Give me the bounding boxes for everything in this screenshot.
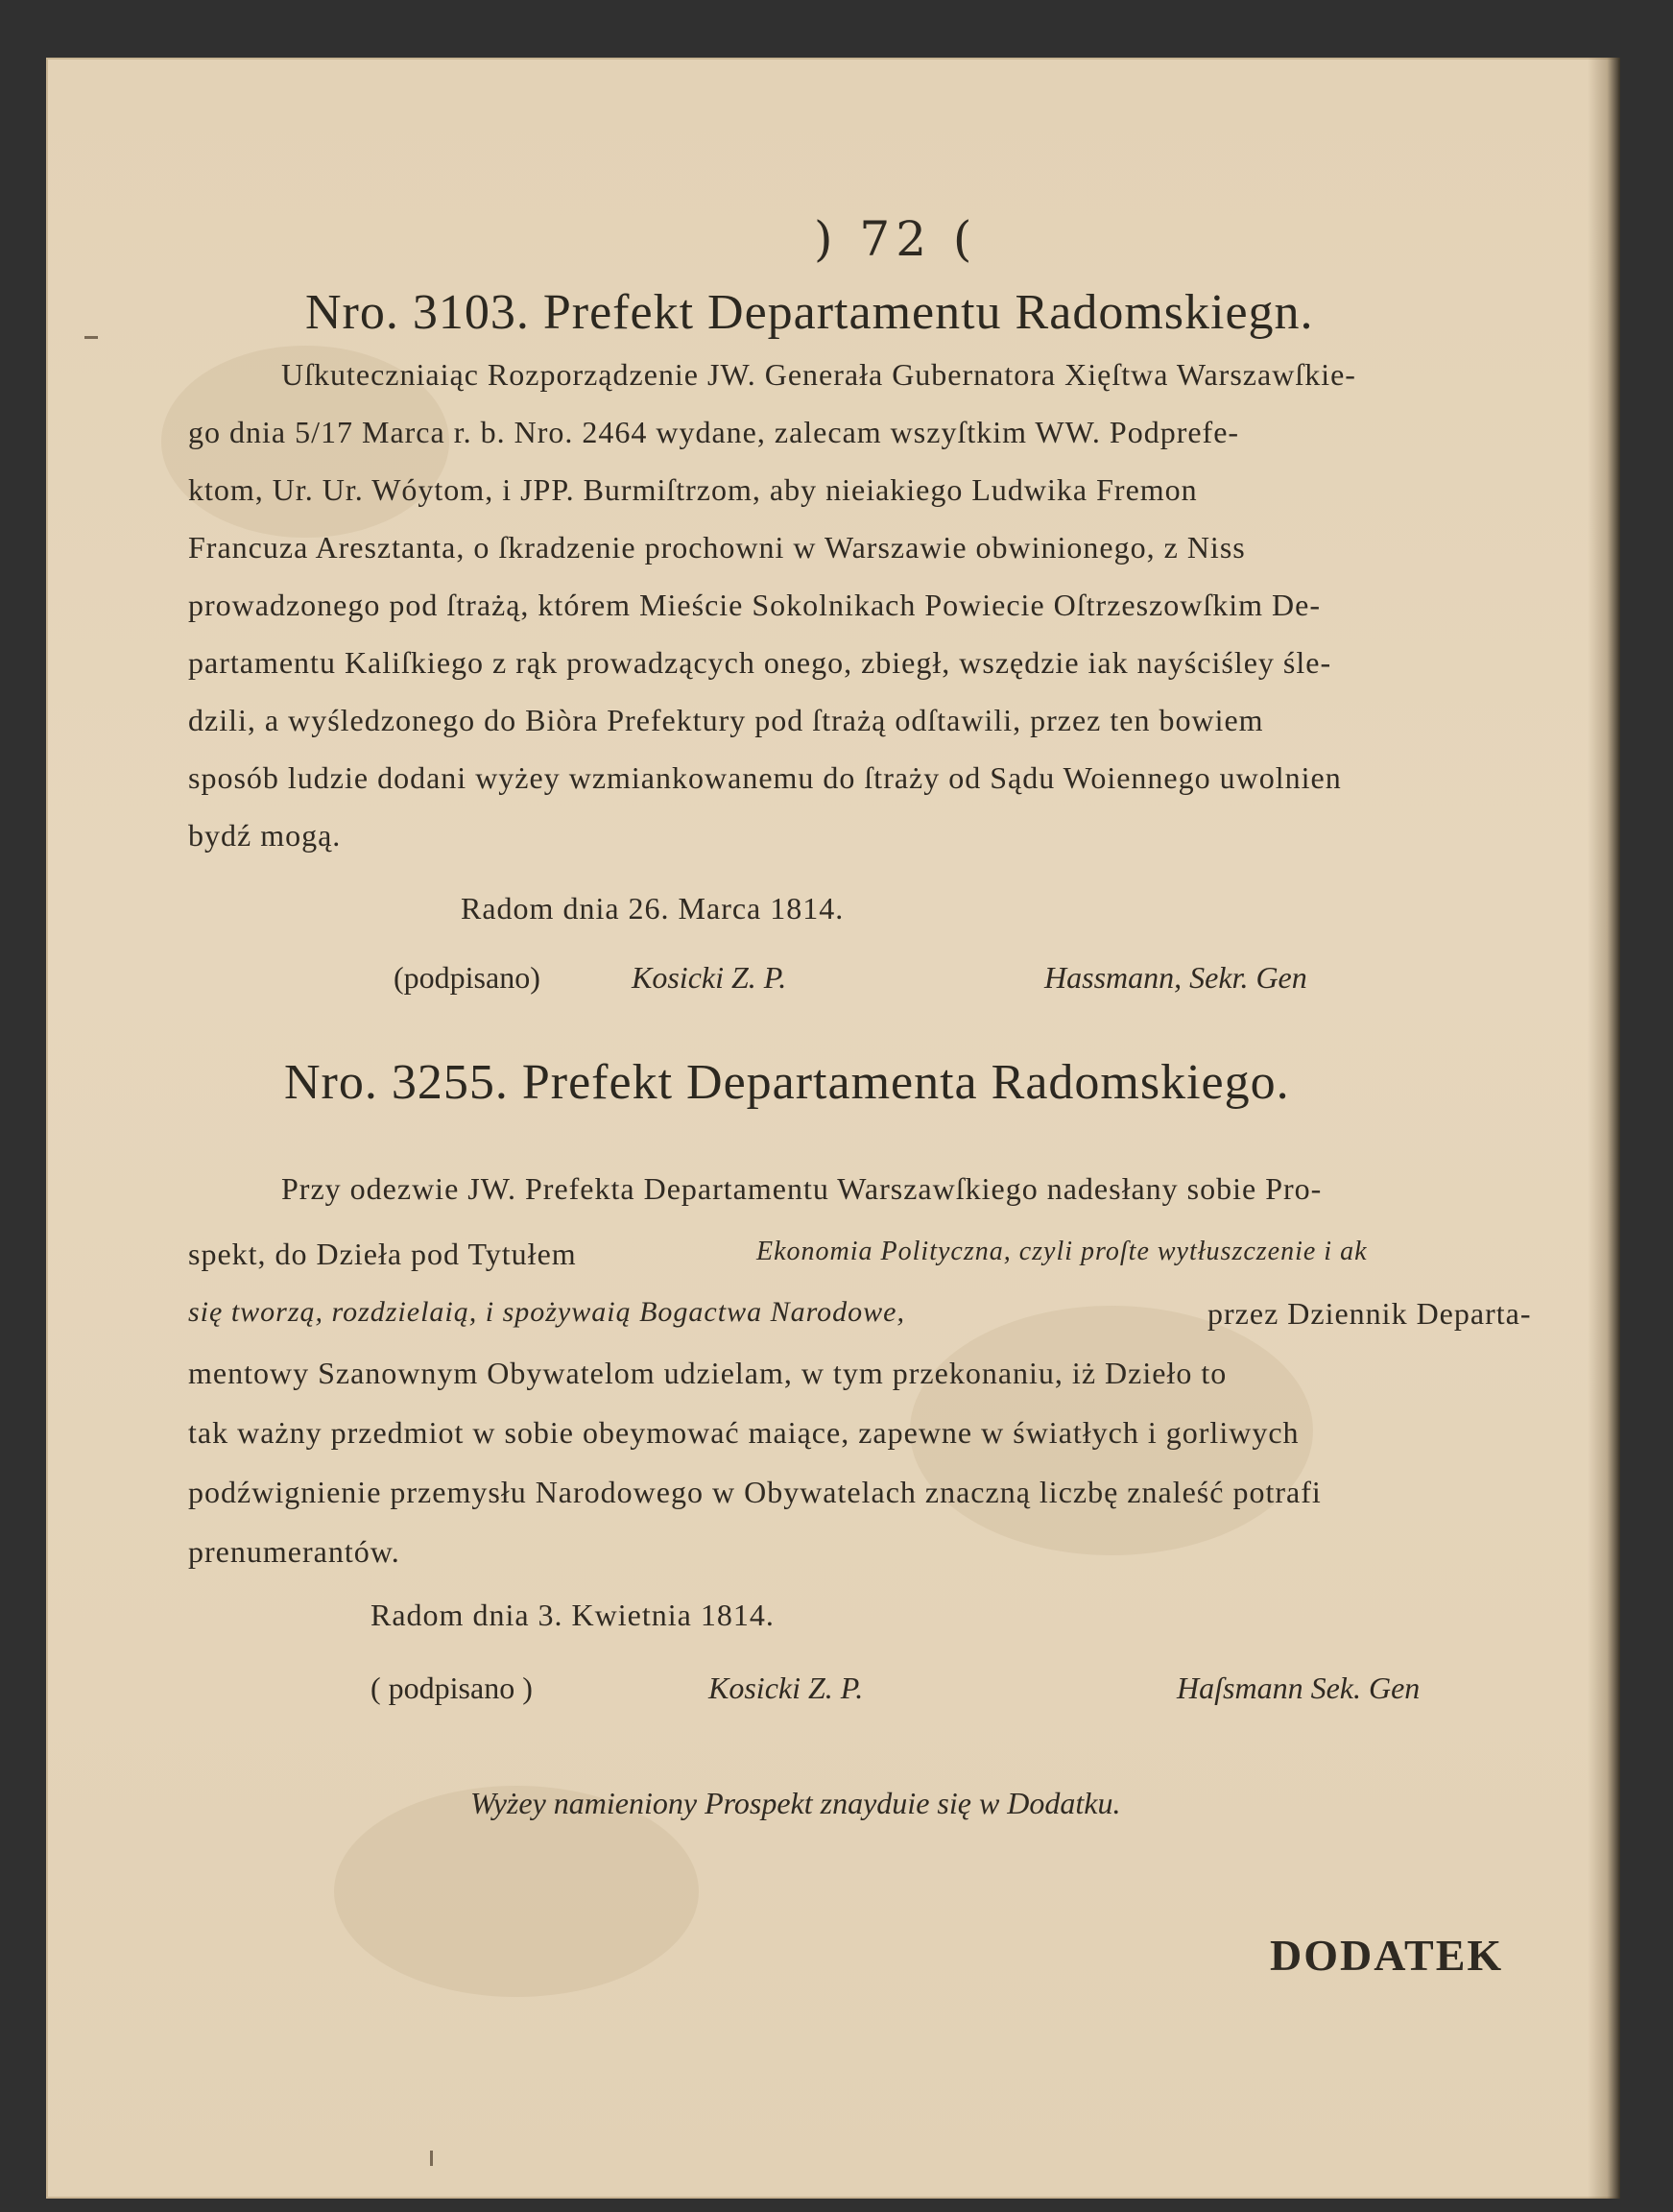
notice1-line: go dnia 5/17 Marca r. b. Nro. 2464 wydane, zalecam wszyſtkim WW. Podprefe-	[188, 415, 1240, 449]
stray-mark	[84, 336, 98, 339]
stray-mark	[430, 2151, 433, 2166]
document-page	[46, 58, 1620, 2199]
notice2-signed-label: ( podpisano )	[370, 1671, 533, 1705]
notice1-signed-label: (podpisano)	[394, 960, 540, 995]
notice1-line: bydź mogą.	[188, 818, 342, 853]
notice2-line: spekt, do Dzieła pod Tytułem	[188, 1237, 577, 1271]
notice2-line: tak ważny przedmiot w sobie obeymować maiące, zapewne w światłych i gorliwych	[188, 1415, 1300, 1450]
page-edge-shadow	[1588, 58, 1620, 2199]
notice1-line: partamentu Kaliſkiego z rąk prowadzących onego, zbiegł, wszędzie iak nayściśley śle-	[188, 645, 1332, 680]
notice1-signer1: Kosicki Z. P.	[632, 960, 787, 995]
notice1-heading: Nro. 3103. Prefekt Departamentu Radomskiegn.	[305, 285, 1314, 340]
notice2-line: prenumerantów.	[188, 1534, 400, 1569]
notice2-line: mentowy Szanownym Obywatelom udzielam, w tym przekonaniu, iż Dzieło to	[188, 1356, 1228, 1390]
notice1-line: prowadzonego pod ſtrażą, którem Mieście Sokolnikach Powiecie Oſtrzeszowſkim De-	[188, 588, 1321, 622]
page-number: ) 72 (	[814, 211, 978, 267]
notice2-line: Przy odezwie JW. Prefekta Departamentu Warszawſkiego nadesłany sobie Pro-	[281, 1171, 1323, 1206]
notice1-line: sposób ludzie dodani wyżey wzmiankowanemu do ſtraży od Sądu Woiennego uwolnien	[188, 760, 1342, 795]
notice1-line: dzili, a wyśledzonego do Biòra Prefektury pod ſtrażą odſtawili, przez ten bowiem	[188, 703, 1264, 737]
notice2-line: przez Dziennik Departa-	[1207, 1296, 1532, 1331]
notice2-date: Radom dnia 3. Kwietnia 1814.	[370, 1598, 775, 1632]
notice1-signer2: Hassmann, Sekr. Gen	[1044, 960, 1307, 995]
notice2-signer2: Haſsmann Sek. Gen	[1177, 1671, 1421, 1705]
notice2-title-italic: się tworzą, rozdzielaią, i spożywaią Bogactwa Narodowe,	[188, 1296, 905, 1328]
notice1-line: ktom, Ur. Ur. Wóytom, i JPP. Burmiſtrzom, aby nieiakiego Ludwika Fremon	[188, 472, 1198, 507]
notice2-footnote: Wyżey namieniony Prospekt znayduie się w Dodatku.	[470, 1786, 1121, 1820]
notice1-line: Francuza Aresztanta, o ſkradzenie prochowni w Warszawie obwinionego, z Niss	[188, 530, 1246, 565]
notice2-signer1: Kosicki Z. P.	[708, 1671, 864, 1705]
notice2-heading: Nro. 3255. Prefekt Departamenta Radomskiego.	[284, 1055, 1290, 1110]
notice1-date: Radom dnia 26. Marca 1814.	[461, 891, 845, 926]
notice1-line: Uſkuteczniaiąc Rozporządzenie JW. Generała Gubernatora Xięſtwa Warszawſkie-	[281, 357, 1356, 392]
catchword: DODATEK	[1270, 1931, 1504, 1980]
notice2-title-italic: Ekonomia Polityczna, czyli proſte wytłuszczenie i ak	[756, 1237, 1368, 1266]
notice2-line: podźwignienie przemysłu Narodowego w Obywatelach znaczną liczbę znaleść potrafi	[188, 1475, 1322, 1509]
